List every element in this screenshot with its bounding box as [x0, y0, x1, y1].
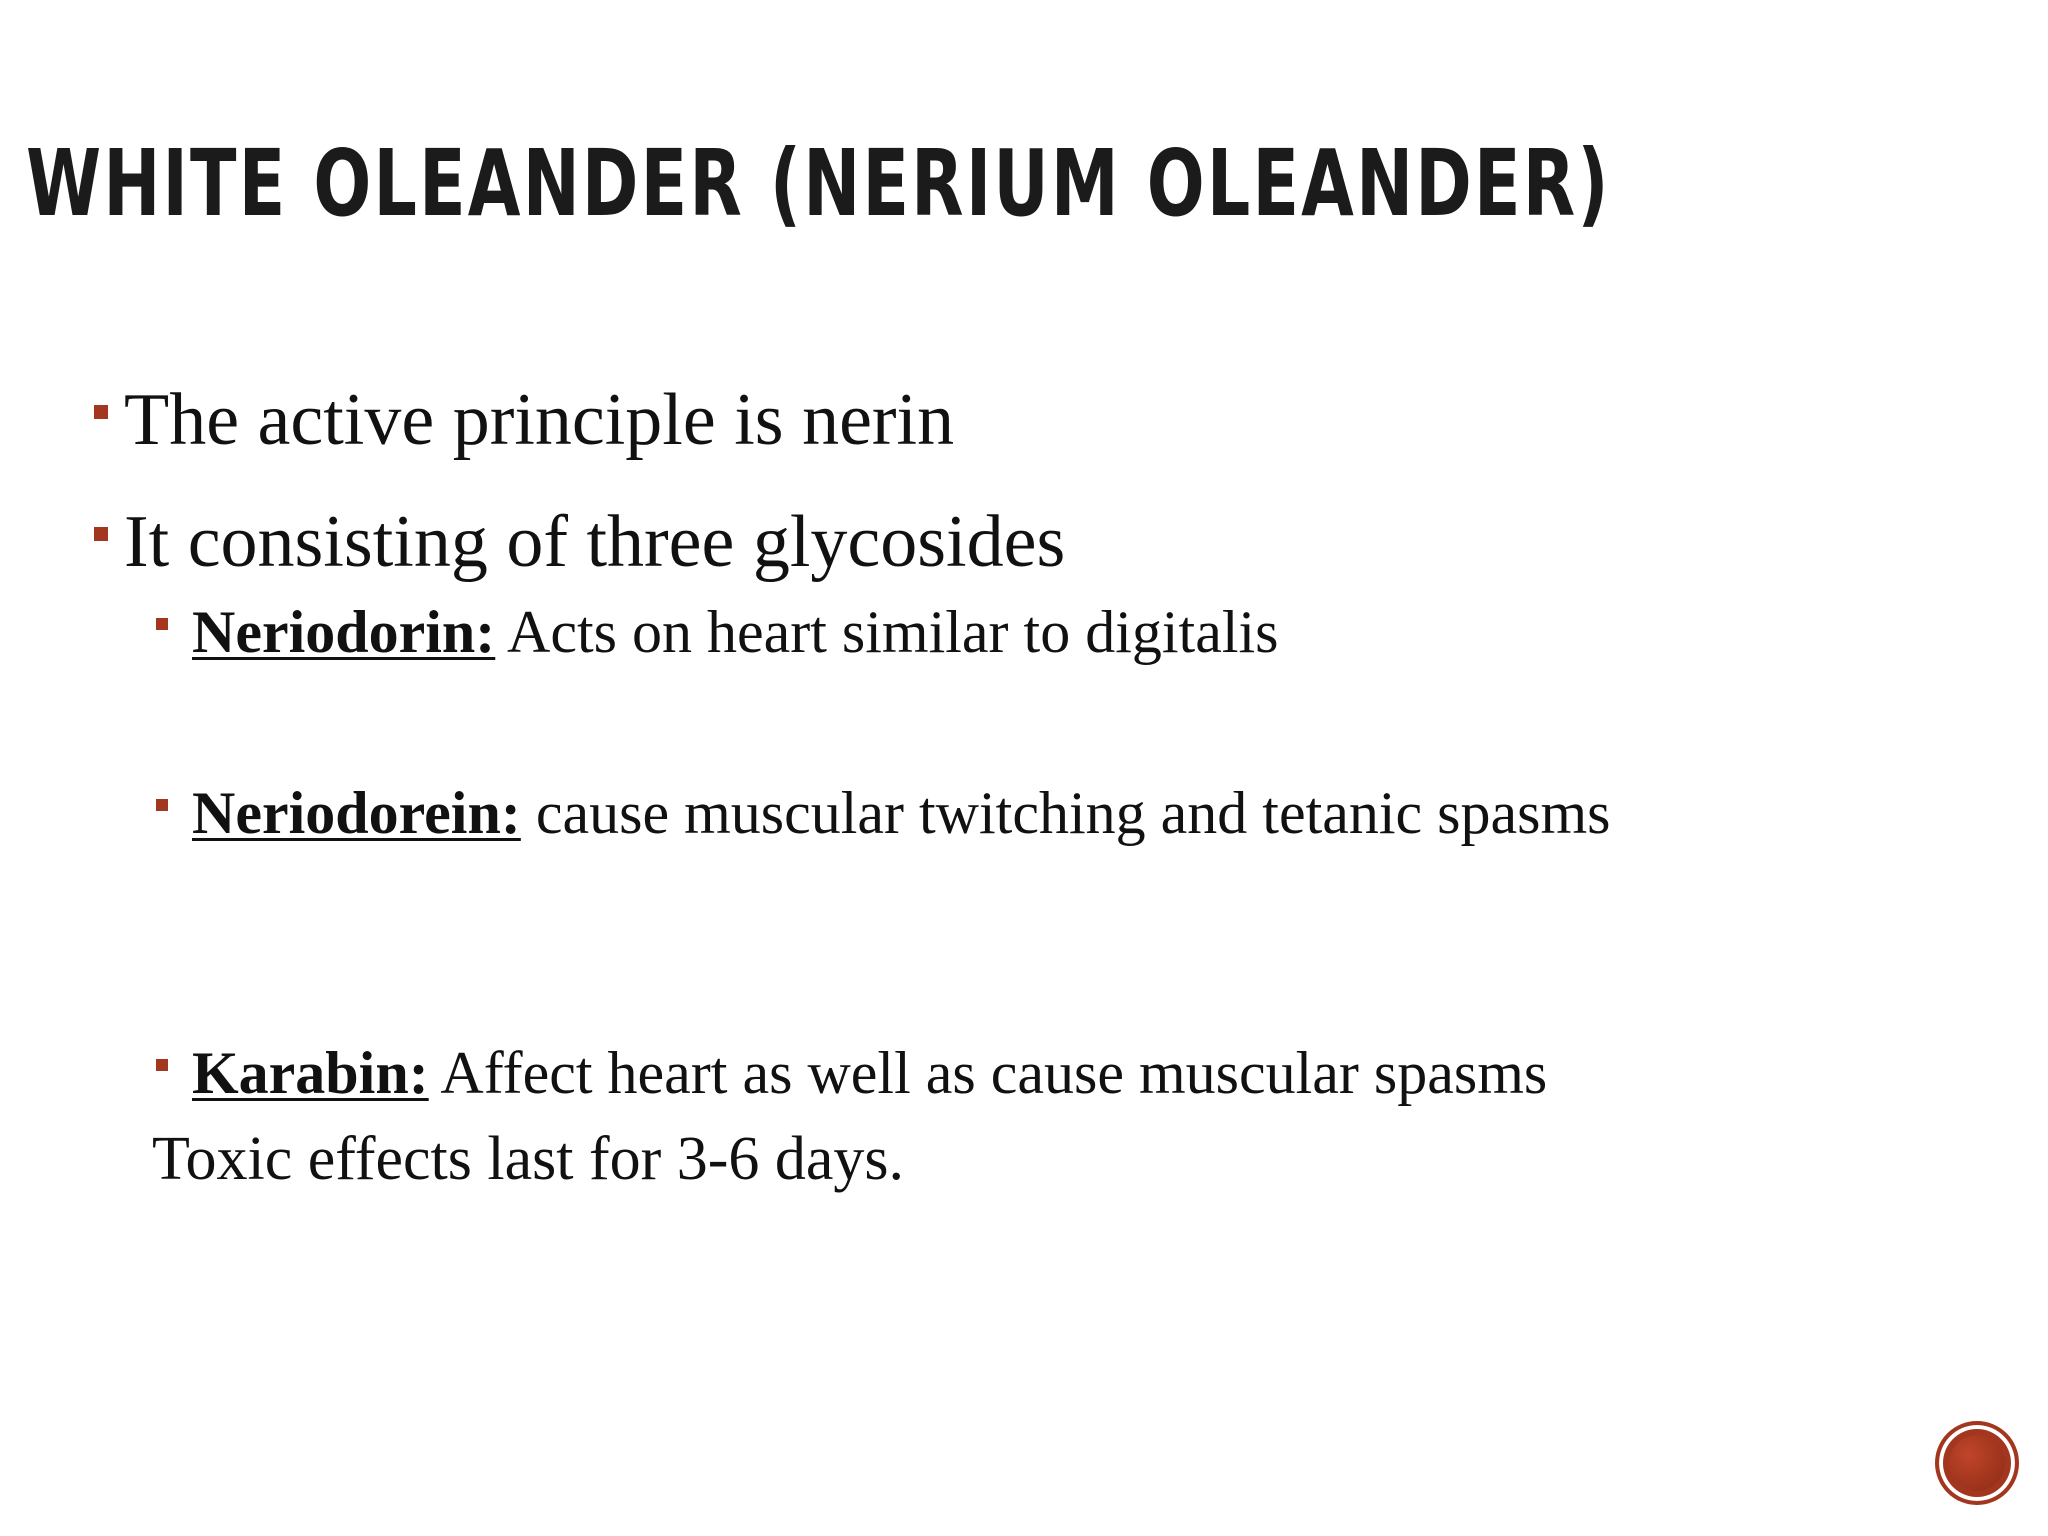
slide-title: WHITE OLEANDER (NERIUM OLEANDER): [26, 130, 1611, 237]
sub-bullet-content: [192, 594, 1279, 670]
bullet-text: It consisting of three glycosides: [124, 501, 1066, 583]
sub-bullet-neriodorin: [156, 594, 1279, 670]
glycoside-term: Neriodorin:: [192, 599, 496, 665]
bullet-active-principle: [94, 379, 955, 461]
sub-bullet-neriodorein: [156, 775, 1912, 851]
sub-bullet-content: [192, 1035, 1547, 1111]
bullet-glycosides: [94, 501, 1066, 583]
glycoside-description: Acts on heart similar to digitalis: [506, 599, 1279, 665]
sub-bullet-karabin: [156, 1035, 1547, 1111]
square-bullet-icon: [94, 405, 108, 419]
glycoside-description: cause muscular twitching and tetanic spasms: [535, 780, 1611, 846]
glycoside-description: Affect heart as well as cause muscular spasms: [440, 1040, 1548, 1106]
square-bullet-icon: [156, 799, 168, 811]
bullet-text: The active principle is nerin: [124, 379, 955, 461]
square-bullet-icon: [156, 618, 168, 630]
toxic-effects-note: Toxic effects last for 3-6 days.: [152, 1125, 905, 1193]
sub-bullet-content: [192, 775, 1912, 851]
glycoside-term: Karabin:: [192, 1040, 429, 1106]
glycoside-term: Neriodorein:: [192, 780, 521, 846]
circle-button-icon[interactable]: [1935, 1421, 2019, 1505]
square-bullet-icon: [94, 527, 108, 541]
square-bullet-icon: [156, 1059, 168, 1071]
